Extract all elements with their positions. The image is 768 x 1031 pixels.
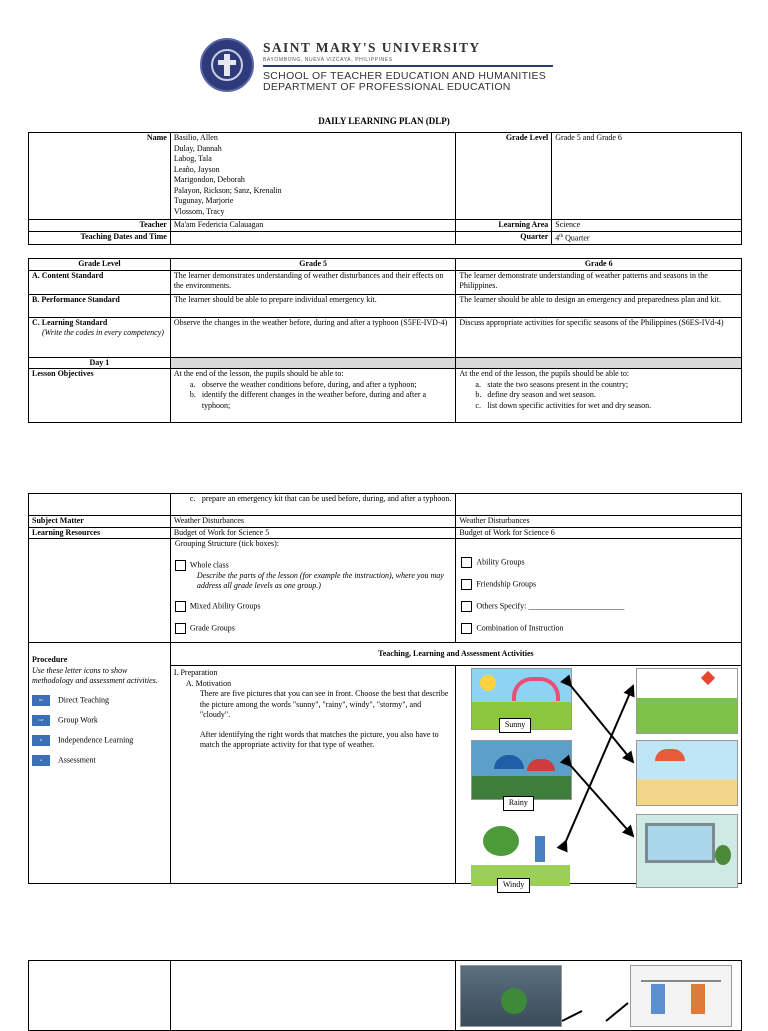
match-arrow xyxy=(571,686,633,762)
university-location: BAYOMBONG, NUEVA VIZCAYA, PHILIPPINES xyxy=(263,57,393,63)
university-seal-icon xyxy=(200,38,254,92)
grade5-header: Grade 5 xyxy=(170,259,456,271)
team-member-name: Marigondon, Deborah xyxy=(173,175,245,184)
objective-item: a. state the two seasons present in the country; xyxy=(475,379,629,389)
procedure-label: Procedure xyxy=(32,655,68,664)
continuation-table xyxy=(28,960,742,1031)
combination-option[interactable]: Combination of Instruction xyxy=(461,623,738,634)
performance-standard-g6: The learner should be able to design an emergency and preparedness plan and kit. xyxy=(456,294,742,317)
match-arrow xyxy=(566,686,633,841)
learning-resources-label: Learning Resources xyxy=(29,527,171,539)
checkbox[interactable] xyxy=(175,601,186,612)
checkbox[interactable] xyxy=(461,601,472,612)
checkbox[interactable] xyxy=(175,560,186,571)
match-arrow xyxy=(571,766,633,836)
checkbox[interactable] xyxy=(175,623,186,634)
friendship-groups-option[interactable]: Friendship Groups xyxy=(461,579,738,590)
tla-cell xyxy=(170,643,741,889)
grade6-header: Grade 6 xyxy=(456,259,742,271)
whole-class-note: Describe the parts of the lesson (for example the instruction), where you may address all grade levels as one group.) xyxy=(196,570,444,590)
objective-c-cell xyxy=(170,494,456,516)
tla-title: Teaching, Learning and Assessment Activities xyxy=(171,643,741,666)
objective-item: c. list down specific activities for wet and dry season. xyxy=(475,400,652,410)
objective-item: a. observe the weather conditions before, during, and after a typhoon; xyxy=(189,379,417,389)
match-arrow xyxy=(606,1003,628,1021)
objective-item: b. define dry season and wet season. xyxy=(475,390,596,399)
names-list xyxy=(170,133,456,220)
preparation-heading: I. Preparation xyxy=(173,668,218,677)
motivation-paragraph-2: After identifying the right words that matches the picture, you also have to match the appropriate activity for that type of weather. xyxy=(199,729,439,749)
checkbox[interactable] xyxy=(461,557,472,568)
match-arrow xyxy=(562,1011,582,1021)
others-option[interactable]: Others Specify: ________________________ xyxy=(461,601,738,612)
checkbox[interactable] xyxy=(461,623,472,634)
performance-standard-g5: The learner should be able to prepare individual emergency kit. xyxy=(170,294,456,317)
learning-standard-label: C. Learning Standard xyxy=(32,317,108,327)
team-member-name: Vlossom, Tracy xyxy=(173,206,225,216)
motivation-heading: A. Motivation xyxy=(185,678,232,688)
subject-matter-g6: Weather Disturbances xyxy=(456,516,742,528)
procedure-table xyxy=(28,493,742,889)
grouping-right xyxy=(456,539,742,643)
procedure-cell xyxy=(29,643,171,884)
independence-learning-icon: IL xyxy=(32,735,50,746)
group-work-icon: GW xyxy=(32,715,50,726)
learning-resources-g6: Budget of Work for Science 6 xyxy=(456,527,742,539)
info-table xyxy=(28,132,742,245)
subject-matter-label: Subject Matter xyxy=(29,516,171,528)
day-row-fill xyxy=(456,357,742,369)
grouping-title: Grouping Structure (tick boxes): xyxy=(174,539,280,548)
content-standard-g5: The learner demonstrates understanding of weather disturbances and their effects on the environments. xyxy=(170,270,456,294)
quarter-value: 4th Quarter xyxy=(552,231,742,244)
learning-standard-g6: Discuss appropriate activities for specific seasons of the Philippines (S6ES-IVd-4) xyxy=(456,317,742,357)
team-member-name: Leaño, Jayson xyxy=(173,164,220,174)
lesson-objectives-label: Lesson Objectives xyxy=(29,369,171,423)
checkbox[interactable] xyxy=(461,579,472,590)
matching-arrows xyxy=(171,666,741,883)
learning-resources-g5: Budget of Work for Science 5 xyxy=(170,527,456,539)
legend-assessment: A Assessment xyxy=(32,755,167,766)
teacher-value: Ma'am Federicia Calauagan xyxy=(170,220,456,232)
subject-matter-g5: Weather Disturbances xyxy=(170,516,456,528)
rainy-label: Rainy xyxy=(503,796,534,811)
direct-teaching-icon: DT xyxy=(32,695,50,706)
university-name: SAINT MARY'S UNIVERSITY xyxy=(263,40,481,55)
grouping-left xyxy=(170,539,456,643)
objective-item: c. prepare an emergency kit that can be used before, during, and after a typhoon. xyxy=(189,494,452,503)
teaching-dates-value xyxy=(170,231,456,244)
content-standard-label: A. Content Standard xyxy=(29,270,171,294)
day-row-fill xyxy=(170,357,456,369)
grade-level-value: Grade 5 and Grade 6 xyxy=(552,133,742,220)
teaching-dates-label: Teaching Dates and Time xyxy=(29,231,171,244)
legend-direct-teaching: DT Direct Teaching xyxy=(32,695,167,706)
team-member-name: Dulay, Dannah xyxy=(173,143,222,153)
ability-groups-option[interactable]: Ability Groups xyxy=(461,557,738,568)
mixed-ability-option[interactable]: Mixed Ability Groups xyxy=(175,601,453,612)
matching-arrows xyxy=(456,961,742,1031)
motivation-paragraph-1: There are five pictures that you can see in front. Choose the best that describe the picture among the words "sunny", "rainy", windy", "stormy", and "cloudy". xyxy=(199,689,449,719)
header-divider xyxy=(263,65,553,67)
quarter-label: Quarter xyxy=(456,231,552,244)
legend-group-work: GW Group Work xyxy=(32,715,167,726)
grade-level-label: Grade Level xyxy=(456,133,552,220)
teacher-label: Teacher xyxy=(29,220,171,232)
standards-table xyxy=(28,258,742,423)
sunny-label: Sunny xyxy=(499,718,531,733)
team-member-name: Labog, Tala xyxy=(173,154,212,163)
school-name: SCHOOL OF TEACHER EDUCATION AND HUMANITIES xyxy=(263,70,547,82)
learning-area-value: Science xyxy=(552,220,742,232)
lesson-objectives-g5: At the end of the lesson, the pupils should be able to: a. observe the weather conditions before, during, and after a typhoon; b. identify the different changes in the weather before, during and after a typhoon; xyxy=(170,369,456,423)
learning-standard-cell xyxy=(29,317,171,357)
windy-label: Windy xyxy=(497,878,530,893)
team-member-name: Basilio, Allen xyxy=(173,133,218,142)
team-member-name: Palayon, Rickson; Sanz, Krenalin xyxy=(173,185,282,195)
objective-item: b. identify the different changes in the weather before, during and after a typhoon; xyxy=(189,390,427,410)
legend-independence-learning: IL Independence Learning xyxy=(32,735,167,746)
document-title: DAILY LEARNING PLAN (DLP) xyxy=(318,116,450,126)
grade-groups-option[interactable]: Grade Groups xyxy=(175,623,453,634)
day-label: Day 1 xyxy=(29,357,171,369)
department-name: DEPARTMENT OF PROFESSIONAL EDUCATION xyxy=(263,81,511,93)
grade-level-header: Grade Level xyxy=(29,259,171,271)
assessment-icon: A xyxy=(32,755,50,766)
lesson-objectives-g6: At the end of the lesson, the pupils should be able to: a. state the two seasons present in the country; b. define dry season and wet season. c. list down specific activities for wet and dry season. xyxy=(456,369,742,423)
performance-standard-label: B. Performance Standard xyxy=(29,294,171,317)
learning-standard-note: (Write the codes in every competency) xyxy=(42,328,164,337)
learning-standard-g5: Observe the changes in the weather before, during and after a typhoon (S5FE-IVD-4) xyxy=(170,317,456,357)
learning-area-label: Learning Area xyxy=(456,220,552,232)
name-label: Name xyxy=(29,133,171,220)
team-member-name: Tugunay, Marjorie xyxy=(173,196,234,205)
whole-class-option[interactable]: Whole class xyxy=(175,560,453,571)
content-standard-g6: The learner demonstrate understanding of weather patterns and seasons in the Philippines. xyxy=(456,270,742,294)
procedure-note: Use these letter icons to show methodology and assessment activities. xyxy=(32,665,158,685)
